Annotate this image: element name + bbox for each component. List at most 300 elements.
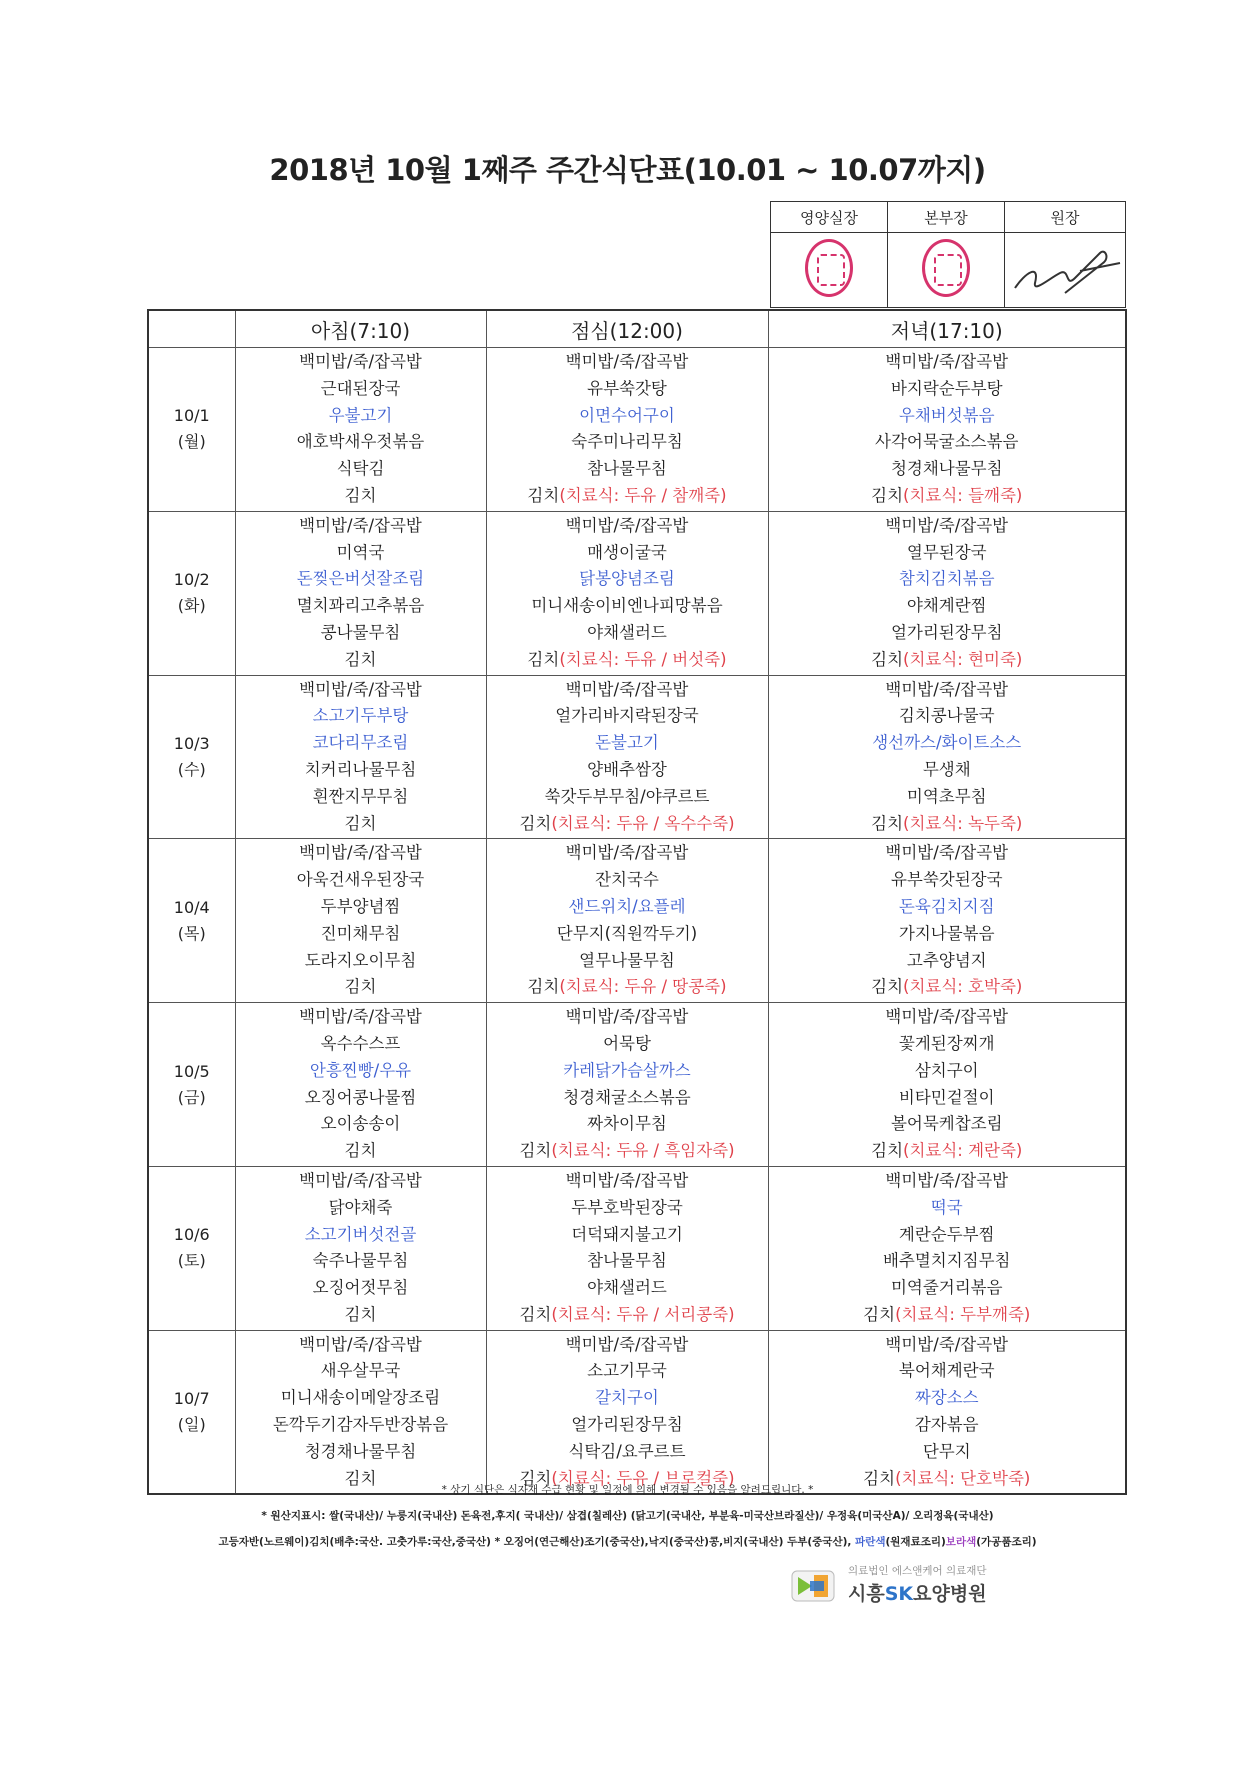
table-row [148,1166,1126,1330]
day-weekday: (목) [177,923,206,943]
dinner-cell [768,675,1126,839]
table-row [148,348,1126,512]
dinner-cell [768,511,1126,675]
menu-item [769,1031,1126,1058]
menu-item [487,1138,768,1165]
menu-item [487,483,768,510]
menu-item [236,1004,486,1031]
origin-line-2-purple: 보라색 [945,1536,977,1548]
therapy-menu-note: (치료식: 두유 / 서리콩죽) [551,1304,735,1324]
menu-item-text: 두부호박된장국 [571,1197,683,1217]
menu-item [487,894,768,921]
menu-item-text: 백미밥/죽/잡곡밥 [299,1334,422,1354]
menu-item [487,429,768,456]
day-date: 10/4 [173,897,210,917]
therapy-menu-note: (치료식: 두유 / 땅콩죽) [559,977,727,997]
menu-item-text: 진미채무침 [320,923,401,943]
menu-item-text: 돈불고기 [595,733,659,753]
menu-item [487,921,768,948]
menu-item [236,593,486,620]
menu-item-text: 김치 [519,1141,552,1161]
menu-item-text: 비타민겉절이 [898,1087,995,1107]
logo-name-prefix: 시흥 [848,1583,885,1605]
menu-item-text: 콩나물무침 [320,622,401,642]
origin-line-2-mid: (원재료조리) [885,1536,946,1548]
therapy-menu-note: (치료식: 두유 / 흑임자죽) [551,1141,735,1161]
menu-item [236,784,486,811]
origin-line-1: * 원산지표시: 쌀(국내산)/ 누룽지(국내산) 돈육전,후지( 국내산)/ 삼겹(칠레산) (닭고기(국내산, 부분육-미국산브라질산)/ 우정육(미국산A)/ 오리정육(국내산) [261,1510,994,1522]
menu-item-text: 양배추쌈장 [587,759,667,779]
menu-item [236,1111,486,1138]
menu-item-text: 미역줄거리볶음 [890,1278,1003,1298]
menu-item [236,948,486,975]
table-row [148,675,1126,839]
menu-item-text: 매생이굴국 [587,542,667,562]
menu-item [487,784,768,811]
menu-item [487,1111,768,1138]
menu-item-text: 오징어젓무침 [312,1278,409,1298]
menu-item-text: 단무지 [922,1441,971,1461]
menu-item [236,620,486,647]
menu-item-text: 김치 [344,649,377,669]
menu-item-text: 김치 [527,649,560,669]
menu-item [487,811,768,838]
day-weekday: (월) [177,432,206,452]
menu-item-text: 애호박새우젓볶음 [296,432,425,452]
menu-item-text: 백미밥/죽/잡곡밥 [565,1334,689,1354]
change-notice: * 상기 식단은 식자재 수급 현황 및 일정에 의해 변경될 수 있음을 알려드립니다. * [441,1484,814,1496]
menu-item [487,540,768,567]
menu-item [769,1358,1126,1385]
day-date: 10/3 [173,733,210,753]
menu-item [769,730,1126,757]
menu-item [236,1275,486,1302]
breakfast-cell [235,511,486,675]
menu-item-text: 사각어묵굴소스볶음 [875,432,1019,452]
menu-item-text: 계란순두부찜 [898,1224,995,1244]
menu-item [236,894,486,921]
menu-item-text: 잔치국수 [595,870,659,890]
menu-item [769,894,1126,921]
lunch-cell [486,675,768,839]
menu-item-text: 야채샐러드 [587,1278,667,1298]
menu-item [487,513,768,540]
menu-item-text: 미역국 [336,542,385,562]
menu-item [487,677,768,704]
menu-item [236,757,486,784]
menu-item [769,1302,1126,1329]
menu-item-text: 백미밥/죽/잡곡밥 [885,1007,1009,1027]
menu-item [236,1302,486,1329]
menu-item-text: 치커리나물무침 [304,759,417,779]
menu-item-text: 닭봉양념조림 [579,569,675,589]
menu-item [236,703,486,730]
menu-item-text: 김치 [871,649,904,669]
menu-item [487,840,768,867]
menu-item-text: 식탁김 [336,459,385,479]
menu-item-text: 김치 [527,485,560,505]
menu-item [487,1058,768,1085]
therapy-menu-note: (치료식: 두유 / 참깨죽) [559,485,727,505]
menu-item [487,403,768,430]
menu-item [769,1168,1126,1195]
menu-item-text: 옥수수스프 [320,1033,401,1053]
dinner-cell [768,1330,1126,1494]
menu-item [769,349,1126,376]
menu-item-text: 백미밥/죽/잡곡밥 [565,515,689,535]
menu-item-text: 김치 [863,1468,896,1488]
menu-item [769,811,1126,838]
menu-item-text: 바지락순두부탕 [890,378,1003,398]
breakfast-cell [235,1166,486,1330]
menu-item [487,1248,768,1275]
day-weekday: (금) [177,1087,206,1107]
menu-item [236,974,486,1001]
menu-item-text: 카레닭가슴살까스 [563,1060,691,1080]
menu-item-text: 짜차이무침 [587,1114,667,1134]
menu-item [769,1138,1126,1165]
day-date: 10/7 [173,1389,210,1409]
menu-item-text: 백미밥/죽/잡곡밥 [565,1170,689,1190]
menu-item-text: 백미밥/죽/잡곡밥 [885,843,1009,863]
menu-item-text: 참나물무침 [587,1251,667,1271]
menu-item-text: 단무지(직원깍두기) [556,923,698,943]
menu-item-text: 청경채나물무침 [890,459,1003,479]
menu-item [487,867,768,894]
menu-item [769,1275,1126,1302]
menu-item-text: 돈찢은버섯잘조림 [296,569,425,589]
breakfast-cell [235,1330,486,1494]
hospital-logo-icon [790,1567,836,1605]
menu-item [236,730,486,757]
menu-item-text: 김치 [863,1304,896,1324]
menu-item [769,921,1126,948]
therapy-menu-note: (치료식: 녹두죽) [903,813,1023,833]
menu-item-text: 닭야채죽 [328,1197,393,1217]
menu-item [236,1138,486,1165]
menu-item-text: 오징어콩나물찜 [304,1087,417,1107]
menu-item [769,1412,1126,1439]
menu-item [236,921,486,948]
menu-item-text: 흰짠지무무침 [312,786,409,806]
lunch-cell [486,1330,768,1494]
menu-item [769,1111,1126,1138]
menu-item [769,1385,1126,1412]
menu-item [487,974,768,1001]
menu-item [487,1222,768,1249]
menu-item-text: 김치 [344,1304,377,1324]
page-title: 2018년 10월 1째주 주간식단표(10.01 ~ 10.07까지) [269,153,986,187]
menu-item [236,811,486,838]
menu-item [487,1412,768,1439]
menu-item [236,1195,486,1222]
menu-item [236,1248,486,1275]
menu-item-text: 쑥갓두부무침/야쿠르트 [544,786,710,806]
menu-item-text: 김치 [871,485,904,505]
therapy-menu-note: (치료식: 호박죽) [903,977,1023,997]
menu-item-text: 백미밥/죽/잡곡밥 [299,843,422,863]
menu-item-text: 새우살무국 [320,1361,401,1381]
hospital-logo [790,1563,1040,1607]
day-date: 10/6 [173,1225,210,1245]
dinner-cell [768,1003,1126,1167]
menu-item-text: 식탁김/요쿠르트 [568,1441,686,1461]
lunch-cell [486,348,768,512]
menu-item-text: 청경채나물무침 [304,1441,417,1461]
menu-item-text: 얼가리된장무침 [571,1415,683,1435]
menu-item-text: 김치 [519,1468,552,1488]
lunch-cell [486,1166,768,1330]
seal-stamp-icon [805,239,853,297]
menu-item-text: 백미밥/죽/잡곡밥 [885,352,1009,371]
menu-item [487,1439,768,1466]
menu-item [487,1302,768,1329]
dinner-cell [768,839,1126,1003]
menu-item-text: 도라지오이무침 [304,950,417,970]
menu-item-text: 미역초무침 [906,786,987,806]
menu-item-text: 어묵탕 [603,1033,651,1053]
menu-item [487,620,768,647]
menu-item [236,1168,486,1195]
menu-item-text: 김치 [871,813,904,833]
therapy-menu-note: (치료식: 들깨죽) [903,485,1023,505]
menu-item-text: 돈깍두기감자두반장볶음 [272,1415,449,1435]
table-row [148,1330,1126,1494]
menu-item [487,1385,768,1412]
day-cell [148,511,235,675]
breakfast-cell [235,839,486,1003]
approval-signature-cell [1005,233,1126,308]
menu-item-text: 백미밥/죽/잡곡밥 [885,1170,1009,1190]
header-dinner: 저녁(17:10) [768,310,1126,348]
menu-item [769,620,1126,647]
menu-item-text: 삼치구이 [914,1060,979,1080]
menu-item-text: 백미밥/죽/잡곡밥 [885,679,1009,699]
menu-item [487,757,768,784]
menu-item [487,1275,768,1302]
day-weekday: (토) [177,1251,206,1271]
menu-item [236,540,486,567]
lunch-cell [486,511,768,675]
menu-item-text: 돈육김치지짐 [898,896,995,916]
menu-item [236,483,486,510]
menu-item-text: 참치김치볶음 [898,569,995,589]
menu-item [487,1031,768,1058]
menu-item-text: 가지나물볶음 [898,923,995,943]
menu-item-text: 안흥찐빵/우유 [309,1060,412,1080]
menu-item [487,376,768,403]
dinner-cell [768,348,1126,512]
menu-item [236,1085,486,1112]
menu-item [487,703,768,730]
menu-item-text: 김치 [527,977,560,997]
menu-item-text: 얼가리바지락된장국 [555,706,699,726]
therapy-menu-note: (치료식: 현미죽) [903,649,1023,669]
menu-item-text: 백미밥/죽/잡곡밥 [299,352,422,371]
menu-item-text: 백미밥/죽/잡곡밥 [565,843,689,863]
menu-item [769,974,1126,1001]
therapy-menu-note: (치료식: 단호박죽) [895,1468,1031,1488]
menu-item [236,1439,486,1466]
menu-item [769,784,1126,811]
menu-item-text: 열무나물무침 [579,950,675,970]
menu-item-text: 짜장소스 [914,1388,979,1408]
menu-item [769,1222,1126,1249]
header-day [148,310,235,348]
menu-item-text: 근대된장국 [320,378,401,398]
approval-box [770,201,1126,308]
menu-item-text: 김치 [344,1468,377,1488]
origin-line-2 [0,1534,1255,1549]
day-cell [148,348,235,512]
therapy-menu-note: (치료식: 두유 / 옥수수죽) [551,813,735,833]
menu-item [487,1085,768,1112]
therapy-menu-note: (치료식: 두유 / 브로컬죽) [551,1468,735,1488]
menu-item-text: 소고기무국 [587,1361,667,1381]
lunch-cell [486,1003,768,1167]
menu-item-text: 미니새송이비엔나피망볶음 [531,596,723,616]
menu-item-text: 더덕돼지불고기 [571,1224,683,1244]
menu-item-text: 유부쑥갓탕 [587,378,667,398]
menu-item-text: 소고기두부탕 [312,706,409,726]
menu-item [769,456,1126,483]
menu-item-text: 야채샐러드 [587,622,667,642]
menu-item-text: 야채계란찜 [906,596,987,616]
menu-item [487,1332,768,1359]
logo-subtitle: 의료법인 에스앤케어 의료재단 [848,1565,987,1577]
menu-item-text: 김치콩나물국 [898,706,995,726]
menu-item [769,1332,1126,1359]
menu-item [769,1248,1126,1275]
day-weekday: (수) [177,759,206,779]
seal-stamp-icon [922,239,970,297]
menu-item [769,566,1126,593]
day-cell [148,839,235,1003]
logo-name-sk: SK [884,1583,914,1605]
menu-item [236,1332,486,1359]
menu-item-text: 백미밥/죽/잡곡밥 [299,1170,422,1190]
menu-item [769,1058,1126,1085]
origin-line-2-blue: 파란색 [855,1536,886,1548]
breakfast-cell [235,1003,486,1167]
menu-item [236,647,486,674]
menu-item-text: 소고기버섯전골 [304,1224,417,1244]
menu-item-text: 숙주미나리무침 [571,432,683,452]
menu-item-text: 김치 [344,977,377,997]
menu-item [236,1031,486,1058]
menu-item-text: 고추양념지 [906,950,987,970]
menu-item-text: 멸치꽈리고추볶음 [296,596,425,616]
origin-line-2-suffix: (가공품조리) [976,1536,1037,1548]
menu-item-text: 이면수어구이 [579,405,675,425]
menu-item-text: 코다리무조림 [312,733,409,753]
day-weekday: (일) [177,1415,206,1435]
menu-item-text: 볼어묵케찹조림 [890,1114,1003,1134]
menu-item [236,867,486,894]
menu-item-text: 유부쑥갓된장국 [890,870,1003,890]
menu-item-text: 샌드위치/요플레 [568,896,686,916]
menu-item [487,1168,768,1195]
lunch-cell [486,839,768,1003]
menu-item [769,483,1126,510]
menu-item-text: 얼가리된장무침 [890,622,1003,642]
menu-item-text: 백미밥/죽/잡곡밥 [565,352,689,371]
therapy-menu-note: (치료식: 두유 / 버섯죽) [559,649,727,669]
signature-icon [1005,233,1125,303]
menu-item [769,429,1126,456]
menu-item [769,703,1126,730]
day-date: 10/2 [173,570,210,590]
table-row [148,839,1126,1003]
menu-item [236,677,486,704]
origin-line-2-prefix: 고등자반(노르웨이)김치(배추:국산. 고춧가루:국산,중국산) * 오징어(연근해산)조기(중국산),낙지(중국산)콩,비지(국내산) 두부(중국산), [218,1536,856,1548]
approval-header-chief: 원장 [1005,202,1126,233]
approval-seal-cell-2 [888,233,1005,308]
day-date: 10/5 [173,1061,210,1081]
menu-item [487,1358,768,1385]
day-cell [148,675,235,839]
menu-item-text: 숙주나물무침 [312,1251,409,1271]
menu-item [236,1412,486,1439]
menu-item [236,429,486,456]
menu-item [769,540,1126,567]
header-breakfast: 아침(7:10) [235,310,486,348]
menu-item-text: 김치 [344,1141,377,1161]
menu-item-text: 감자볶음 [914,1415,979,1435]
menu-item [236,513,486,540]
menu-item-text: 무생채 [922,759,971,779]
menu-item-text: 북어채계란국 [898,1361,995,1381]
menu-item-text: 참나물무침 [587,459,667,479]
menu-item-text: 오이송송이 [320,1114,401,1134]
menu-item [487,566,768,593]
day-cell [148,1166,235,1330]
menu-item [769,593,1126,620]
menu-item [236,1222,486,1249]
menu-item [769,1085,1126,1112]
menu-item-text: 김치 [344,485,377,505]
menu-item-text: 미니새송이메알장조림 [280,1388,441,1408]
menu-item [236,403,486,430]
day-date: 10/1 [173,406,210,426]
menu-item [236,1058,486,1085]
approval-header-director: 본부장 [888,202,1005,233]
menu-item [769,376,1126,403]
menu-item-text: 갈치구이 [595,1388,659,1408]
menu-item-text: 열무된장국 [906,542,987,562]
menu-item-text: 꽃게된장찌개 [898,1033,995,1053]
menu-item-text: 백미밥/죽/잡곡밥 [299,679,422,699]
breakfast-cell [235,348,486,512]
menu-item [236,1385,486,1412]
menu-item [236,456,486,483]
logo-name-suffix: 요양병원 [913,1583,987,1605]
breakfast-cell [235,675,486,839]
day-weekday: (화) [177,596,206,616]
header-lunch: 점심(12:00) [486,310,768,348]
menu-item-text: 김치 [871,977,904,997]
menu-item [236,566,486,593]
menu-item [769,1195,1126,1222]
menu-item [487,730,768,757]
menu-item [487,1004,768,1031]
menu-header-row [148,310,1126,348]
menu-item [769,840,1126,867]
weekly-menu-table [147,309,1127,1495]
menu-item-text: 두부양념찜 [320,896,401,916]
logo-name [848,1579,987,1606]
menu-item-text: 백미밥/죽/잡곡밥 [885,515,1009,535]
